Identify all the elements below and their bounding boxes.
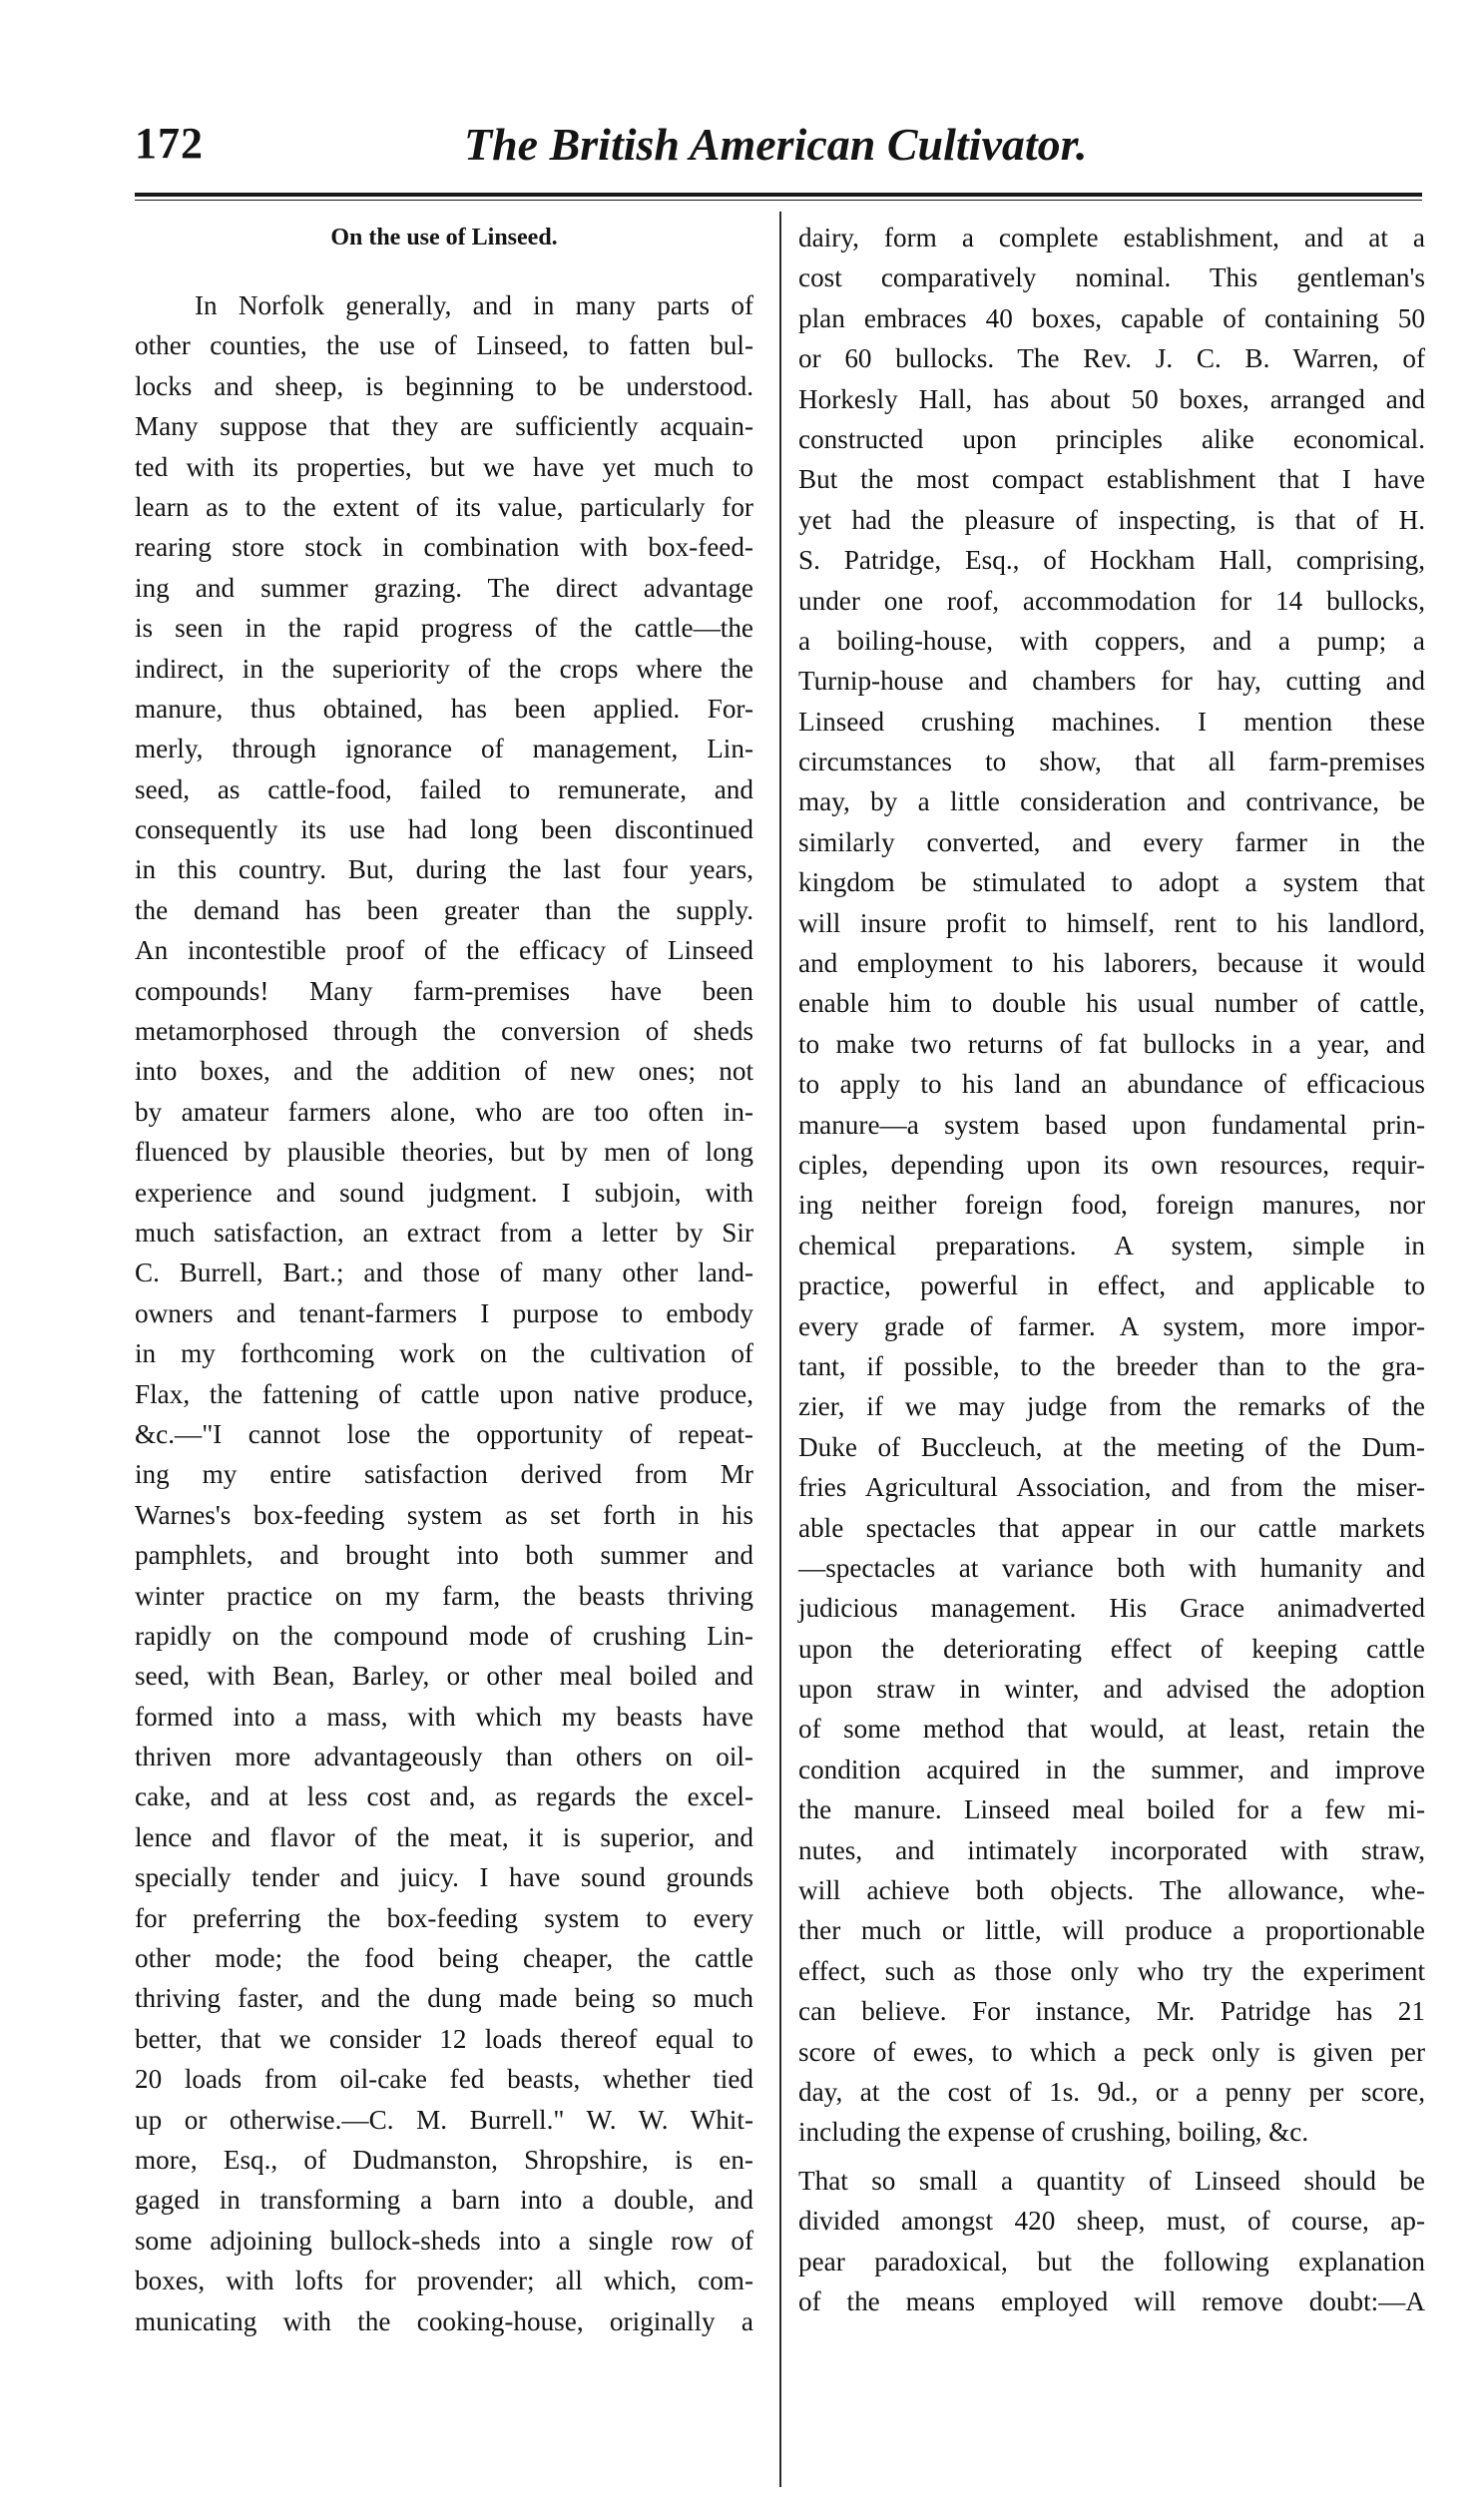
- text-line: S. Patridge, Esq., of Hockham Hall, comprising,: [798, 545, 1425, 576]
- text-line: will insure profit to himself, rent to his landlord,: [798, 907, 1425, 938]
- column-divider: [779, 212, 781, 2487]
- text-line: manure—a system based upon fundamental prin-: [798, 1109, 1425, 1140]
- text-line: C. Burrell, Bart.; and those of many other land-: [135, 1258, 753, 1288]
- text-line: ciples, depending upon its own resources, requir-: [798, 1149, 1425, 1180]
- text-line: 20 loads from oil-cake fed beasts, whether tied: [135, 2064, 753, 2095]
- text-line: merly, through ignorance of management, Lin-: [135, 734, 753, 764]
- text-line: fluenced by plausible theories, but by men of long: [135, 1137, 753, 1168]
- right-column: [798, 218, 1425, 2321]
- article-title: On the use of Linseed.: [330, 225, 558, 251]
- text-line: lence and flavor of the meat, it is superior, and: [135, 1821, 753, 1852]
- text-line: upon the deteriorating effect of keeping cattle: [798, 1633, 1425, 1664]
- text-line: score of ewes, to which a peck only is given per: [798, 2036, 1425, 2067]
- text-line: able spectacles that appear in our cattle markets: [798, 1512, 1425, 1543]
- text-line: the manure. Linseed meal boiled for a few mi-: [798, 1794, 1425, 1825]
- text-line: yet had the pleasure of inspecting, is that of H.: [798, 504, 1425, 535]
- text-line: Linseed crushing machines. I mention these: [798, 706, 1425, 737]
- page-number: 172: [135, 119, 204, 168]
- text-line: some adjoining bullock-sheds into a single row of: [135, 2225, 753, 2256]
- text-line: pear paradoxical, but the following explanation: [798, 2246, 1425, 2276]
- text-line: chemical preparations. A system, simple in: [798, 1230, 1425, 1260]
- text-line: similarly converted, and every farmer in the: [798, 826, 1425, 857]
- text-line: much satisfaction, an extract from a letter by Sir: [135, 1217, 753, 1248]
- text-line: tant, if possible, to the breeder than to the gra-: [798, 1350, 1425, 1381]
- text-line: up or otherwise.—C. M. Burrell." W. W. Whit-: [135, 2104, 753, 2135]
- text-line: thriving faster, and the dung made being so much: [135, 1983, 753, 2014]
- text-line: ing my entire satisfaction derived from Mr: [135, 1459, 753, 1490]
- text-line: Horkesly Hall, has about 50 boxes, arranged and: [798, 383, 1425, 414]
- text-line: learn as to the extent of its value, particularly for: [135, 491, 753, 522]
- text-line: &c.—"I cannot lose the opportunity of repeat-: [135, 1418, 753, 1449]
- text-line: by amateur farmers alone, who are too often in-: [135, 1096, 753, 1127]
- text-line: seed, with Bean, Barley, or other meal boiled and: [135, 1661, 753, 1692]
- text-line: cake, and at less cost and, as regards the excel-: [135, 1781, 753, 1812]
- text-line: rearing store stock in combination with box-feed-: [135, 532, 753, 563]
- text-line: better, that we consider 12 loads thereof equal to: [135, 2023, 753, 2054]
- text-line: kingdom be stimulated to adopt a system that: [798, 867, 1425, 898]
- text-line: formed into a mass, with which my beasts have: [135, 1701, 753, 1732]
- text-line: —spectacles at variance both with humanity and: [798, 1552, 1425, 1583]
- text-line: into boxes, and the addition of new ones; not: [135, 1056, 753, 1087]
- text-line: pamphlets, and brought into both summer and: [135, 1540, 753, 1571]
- text-line: circumstances to show, that all farm-premises: [798, 747, 1425, 777]
- text-line: for preferring the box-feeding system to every: [135, 1902, 753, 1933]
- text-line: in this country. But, during the last four years,: [135, 854, 753, 885]
- text-line: condition acquired in the summer, and improve: [798, 1754, 1425, 1784]
- text-line: fries Agricultural Association, and from the miser-: [798, 1472, 1425, 1503]
- text-line: Warnes's box-feeding system as set forth in his: [135, 1499, 753, 1530]
- header-rule-thin: [135, 200, 1422, 201]
- text-line: specially tender and juicy. I have sound grounds: [135, 1862, 753, 1893]
- text-line: may, by a little consideration and contrivance, be: [798, 786, 1425, 817]
- left-column: [135, 218, 753, 2341]
- text-line: practice, powerful in effect, and applicable to: [798, 1270, 1425, 1301]
- text-line: to make two returns of fat bullocks in a year, and: [798, 1028, 1425, 1059]
- text-line: other counties, the use of Linseed, to fatten bul-: [135, 330, 753, 361]
- text-line: But the most compact establishment that I have: [798, 464, 1425, 495]
- text-line: of some method that would, at least, retain the: [798, 1714, 1425, 1745]
- page-header: [135, 118, 1422, 188]
- text-line: ing and summer grazing. The direct advantage: [135, 572, 753, 603]
- text-line: consequently its use had long been discontinued: [135, 814, 753, 845]
- text-line: constructed upon principles alike economical.: [798, 423, 1425, 454]
- text-line: plan embraces 40 boxes, capable of containing 50: [798, 302, 1425, 333]
- text-line: nutes, and intimately incorporated with straw,: [798, 1834, 1425, 1865]
- text-line: thriven more advantageously than others on oil-: [135, 1742, 753, 1772]
- text-line: winter practice on my farm, the beasts thriving: [135, 1580, 753, 1611]
- text-line: divided amongst 420 sheep, must, of course, ap-: [798, 2206, 1425, 2237]
- text-line: An incontestible proof of the efficacy of Linseed: [135, 935, 753, 966]
- text-line: or 60 bullocks. The Rev. J. C. B. Warren, of: [798, 343, 1425, 374]
- text-line: indirect, in the superiority of the crops where the: [135, 653, 753, 684]
- text-line: gaged in transforming a barn into a double, and: [135, 2185, 753, 2216]
- text-line: Many suppose that they are sufficiently acquain-: [135, 411, 753, 442]
- text-line: every grade of farmer. A system, more impor-: [798, 1310, 1425, 1341]
- text-line: Flax, the fattening of cattle upon native produce,: [135, 1378, 753, 1409]
- text-line: zier, if we may judge from the remarks of the: [798, 1391, 1425, 1422]
- text-line: Turnip-house and chambers for hay, cutting and: [798, 666, 1425, 697]
- text-line: day, at the cost of 1s. 9d., or a penny per score,: [798, 2076, 1425, 2107]
- text-line: ther much or little, will produce a proportionable: [798, 1915, 1425, 1946]
- text-line: a boiling-house, with coppers, and a pump; a: [798, 625, 1425, 656]
- text-line: enable him to double his usual number of cattle,: [798, 988, 1425, 1019]
- text-line: the demand has been greater than the supply.: [135, 894, 753, 925]
- text-line: metamorphosed through the conversion of sheds: [135, 1016, 753, 1047]
- text-line: cost comparatively nominal. This gentleman's: [798, 262, 1425, 293]
- text-line: boxes, with lofts for provender; all which, com-: [135, 2266, 753, 2296]
- text-line: other mode; the food being cheaper, the cattle: [135, 1943, 753, 1974]
- text-line: more, Esq., of Dudmanston, Shropshire, is en-: [135, 2144, 753, 2175]
- text-line: under one roof, accommodation for 14 bullocks,: [798, 585, 1425, 616]
- text-line: including the expense of crushing, boiling, &c.: [798, 2117, 1309, 2148]
- text-line: in my forthcoming work on the cultivation of: [135, 1338, 753, 1369]
- text-line: to apply to his land an abundance of efficacious: [798, 1069, 1425, 1100]
- text-line: compounds! Many farm-premises have been: [135, 975, 753, 1006]
- text-line: of the means employed will remove doubt:—A: [798, 2285, 1425, 2316]
- text-line: In Norfolk generally, and in many parts of: [195, 290, 753, 320]
- text-line: Duke of Buccleuch, at the meeting of the Dum-: [798, 1431, 1425, 1462]
- text-line: That so small a quantity of Linseed should be: [798, 2165, 1425, 2196]
- text-line: dairy, form a complete establishment, and at a: [798, 223, 1425, 252]
- text-line: and employment to his laborers, because it would: [798, 948, 1425, 979]
- text-line: locks and sheep, is beginning to be understood.: [135, 370, 753, 401]
- text-line: judicious management. His Grace animadverted: [798, 1593, 1425, 1624]
- text-line: effect, such as those only who try the experiment: [798, 1955, 1425, 1986]
- text-line: rapidly on the compound mode of crushing Lin-: [135, 1620, 753, 1651]
- text-line: ing neither foreign food, foreign manures, nor: [798, 1190, 1425, 1221]
- text-line: is seen in the rapid progress of the cattle—the: [135, 613, 753, 644]
- text-line: experience and sound judgment. I subjoin, with: [135, 1177, 753, 1208]
- text-line: owners and tenant-farmers I purpose to embody: [135, 1297, 753, 1328]
- text-line: will achieve both objects. The allowance, whe-: [798, 1875, 1425, 1906]
- text-line: manure, thus obtained, has been applied. For-: [135, 693, 753, 724]
- paragraph-gap: [798, 2153, 1425, 2161]
- running-title: The British American Cultivator.: [464, 119, 1088, 170]
- text-line: can believe. For instance, Mr. Patridge has 21: [798, 1996, 1425, 2027]
- text-line: ted with its properties, but we have yet much to: [135, 451, 753, 482]
- text-line: municating with the cooking-house, originally a: [135, 2305, 753, 2336]
- text-line: upon straw in winter, and advised the adoption: [798, 1674, 1425, 1705]
- header-rule-thick: [135, 193, 1422, 197]
- text-line: seed, as cattle-food, failed to remunerate, and: [135, 773, 753, 804]
